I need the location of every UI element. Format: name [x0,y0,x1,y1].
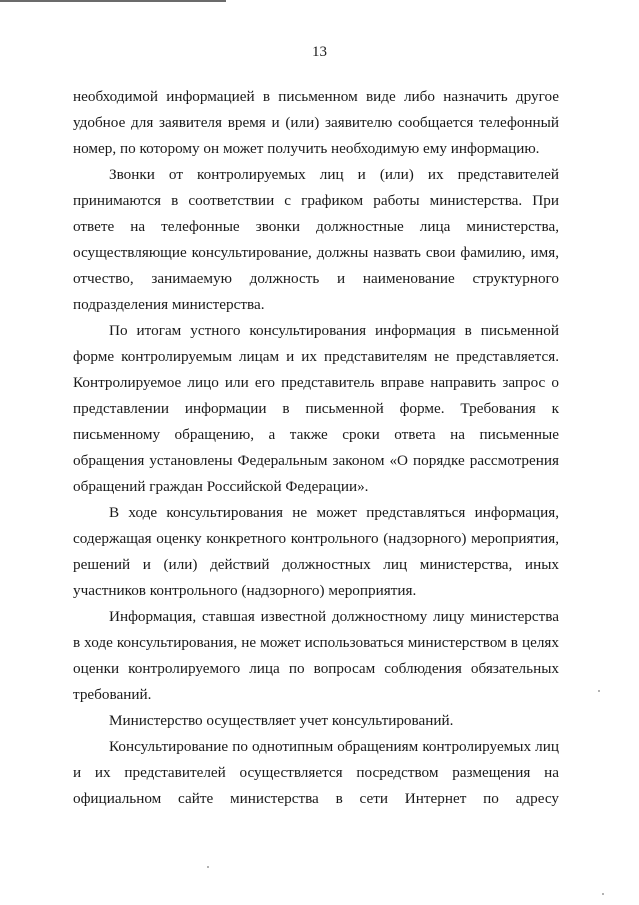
scan-speck [598,690,600,692]
paragraph-6: Министерство осуществляет учет консультирований. [109,712,454,729]
scan-speck [602,893,604,895]
paragraph-7: Консультирование по однотипным обращениям контролируемых лиц и их представителей осуществляется посредством размещения на официальном сайте министерства в сети Интернет по адресу [73,738,559,807]
paragraph-2: Звонки от контролируемых лиц и (или) их представителей принимаются в соответствии с графиком работы министерства. При ответе на телефонные звонки должностные лица министерства, осуществляющие консультирование, должны назвать свои фамилию, имя, отчество, занимаемую должность и наименование структурного подразделения министерства. [73,166,559,313]
page-number: 13 [312,44,327,60]
document-body [73,84,559,812]
paragraph-5: Информация, ставшая известной должностному лицу министерства в ходе консультирования, не может использоваться министерством в целях оценки контролируемого лица по вопросам соблюдения обязательных требований. [73,608,559,703]
scan-speck [207,866,209,868]
paragraph-3: По итогам устного консультирования информация в письменной форме контролируемым лицам и их представителям не представляется. Контролируемое лицо или его представитель вправе направить запрос о представлении информации в письменной форме. Требования к письменному обращению, а также сроки ответа на письменные обращения установлены Федеральным законом «О порядке рассмотрения обращений граждан Российской Федерации». [73,322,559,495]
paragraph-4: В ходе консультирования не может представляться информация, содержащая оценку конкретного контрольного (надзорного) мероприятия, решений и (или) действий должностных лиц министерства, иных участников контрольного (надзорного) мероприятия. [73,504,559,599]
paragraph-1: необходимой информацией в письменном виде либо назначить другое удобное для заявителя время и (или) заявителю сообщается телефонный номер, по которому он может получить необходимую ему информацию. [73,88,559,157]
scan-edge-rule [0,0,226,2]
